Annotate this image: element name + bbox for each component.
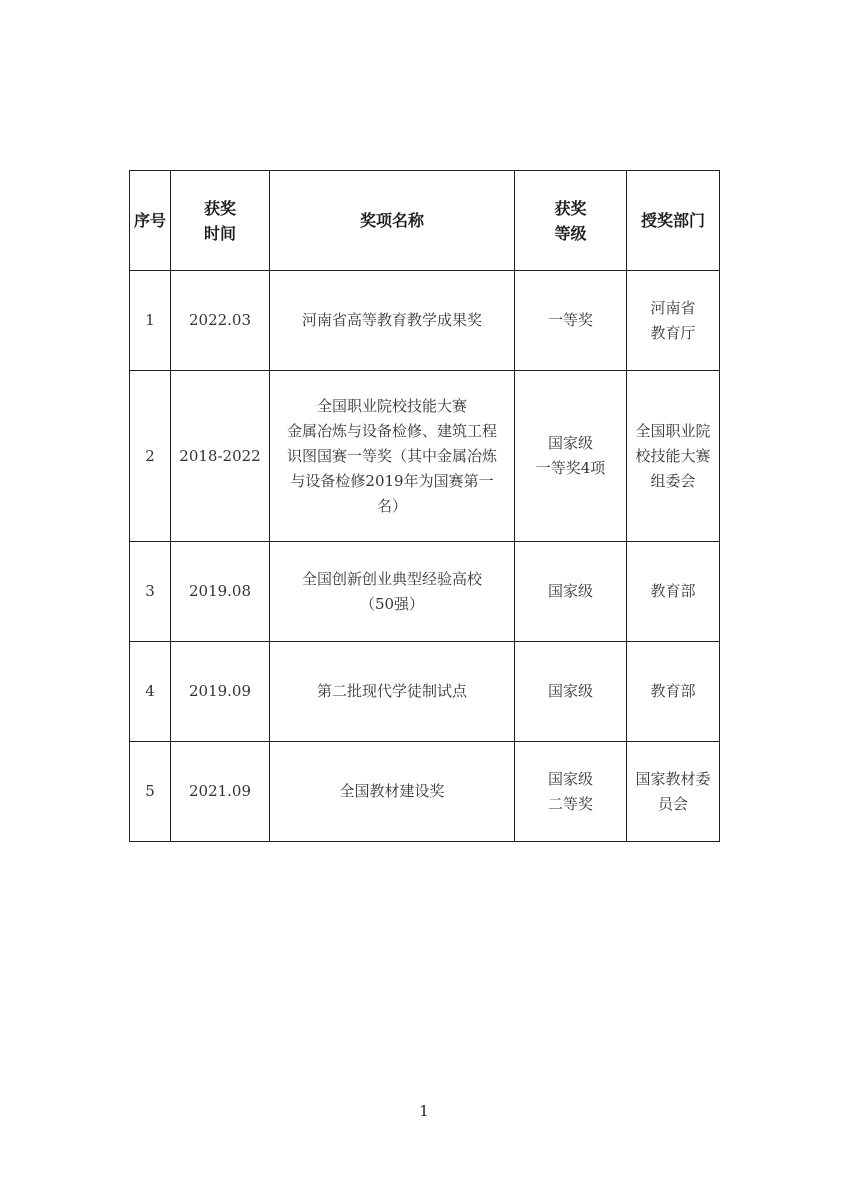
page-number: 1 (419, 1102, 429, 1120)
cell-department: 教育部 (627, 642, 720, 742)
cell-award-name: 河南省高等教育教学成果奖 (270, 271, 515, 371)
header-award-level: 获奖 等级 (515, 171, 627, 271)
cell-index: 1 (130, 271, 171, 371)
cell-time: 2022.03 (171, 271, 270, 371)
table-row (130, 642, 720, 742)
cell-department: 教育部 (627, 542, 720, 642)
cell-level: 国家级 (515, 542, 627, 642)
cell-index: 4 (130, 642, 171, 742)
cell-award-name: 全国教材建设奖 (270, 742, 515, 842)
header-award-name: 奖项名称 (270, 171, 515, 271)
cell-index: 3 (130, 542, 171, 642)
cell-level: 国家级 一等奖4项 (515, 371, 627, 542)
cell-time: 2021.09 (171, 742, 270, 842)
cell-department: 国家教材委 员会 (627, 742, 720, 842)
cell-time: 2019.08 (171, 542, 270, 642)
cell-award-name: 全国创新创业典型经验高校 （50强） (270, 542, 515, 642)
cell-department: 河南省 教育厅 (627, 271, 720, 371)
cell-time: 2019.09 (171, 642, 270, 742)
cell-department: 全国职业院 校技能大赛 组委会 (627, 371, 720, 542)
cell-index: 2 (130, 371, 171, 542)
cell-award-name: 第二批现代学徒制试点 (270, 642, 515, 742)
table-row (130, 371, 720, 542)
header-award-time: 获奖 时间 (171, 171, 270, 271)
cell-award-name: 全国职业院校技能大赛 金属冶炼与设备检修、建筑工程 识图国赛一等奖（其中金属冶炼 与设备检修2019年为国赛第一 名） (270, 371, 515, 542)
table-row (130, 542, 720, 642)
table-header-row (130, 171, 720, 271)
header-index: 序号 (130, 171, 171, 271)
header-award-department: 授奖部门 (627, 171, 720, 271)
cell-level: 国家级 二等奖 (515, 742, 627, 842)
table-row (130, 271, 720, 371)
cell-time: 2018-2022 (171, 371, 270, 542)
awards-table (129, 170, 720, 842)
cell-level: 国家级 (515, 642, 627, 742)
cell-level: 一等奖 (515, 271, 627, 371)
cell-index: 5 (130, 742, 171, 842)
table-row (130, 742, 720, 842)
